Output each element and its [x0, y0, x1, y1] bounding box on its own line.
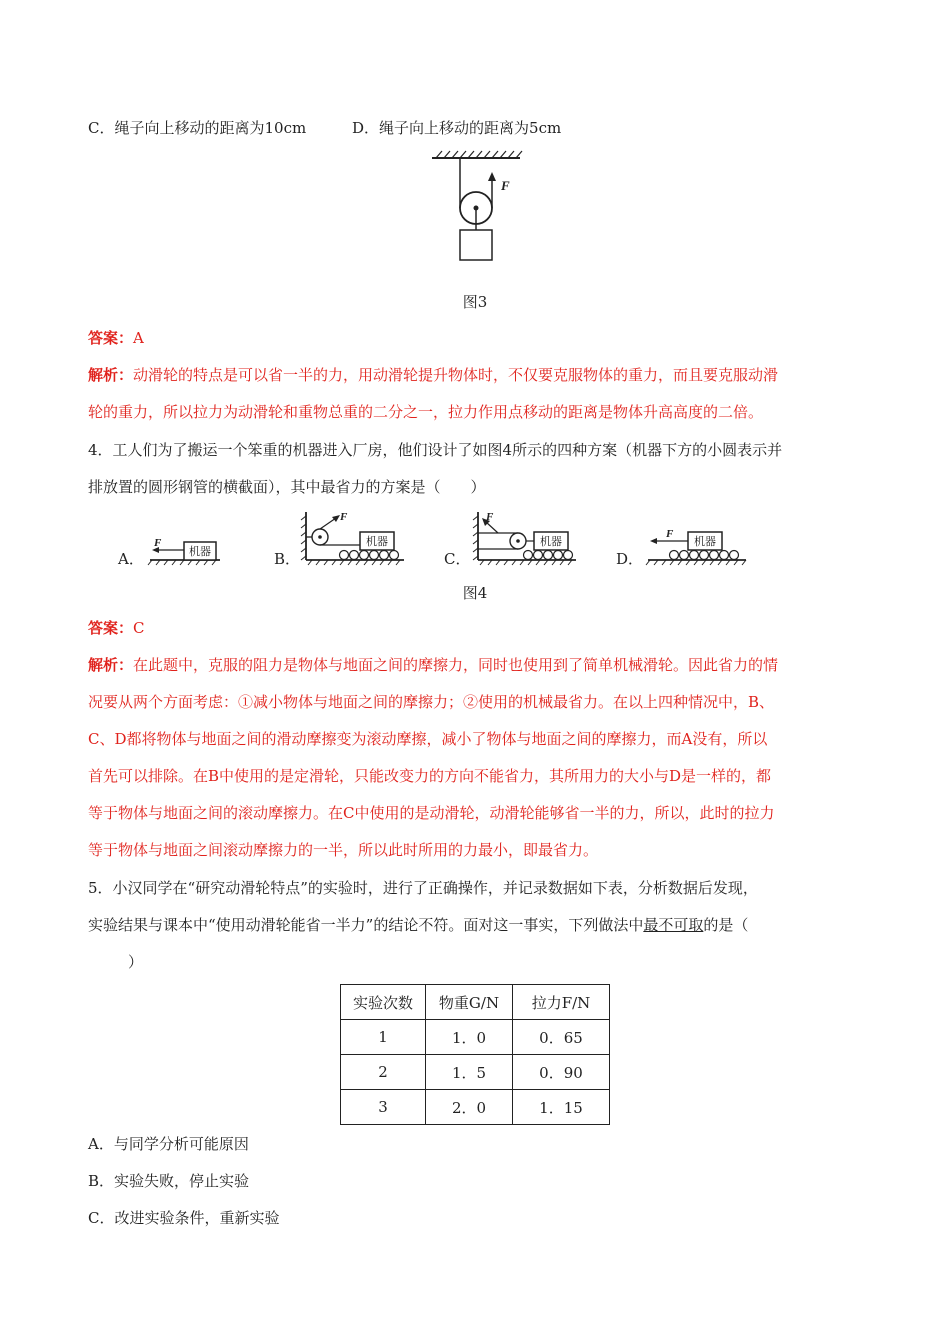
figure-3-caption: 图3: [462, 293, 488, 311]
table-cell: 0．65: [513, 1020, 610, 1055]
q5-stem-line-1: 5．小汉同学在“研究动滑轮特点”的实验时，进行了正确操作，并记录数据如下表，分析数据后发现，: [88, 879, 758, 897]
q4-option-c-diagram: [472, 508, 582, 568]
q4-stem-line-1: 4．工人们为了搬运一个笨重的机器进入厂房，他们设计了如图4所示的四种方案（机器下方的小圆表示并: [88, 441, 783, 459]
analysis-text: 在此题中，克服的阻力是物体与地面之间的摩擦力，同时也使用到了简单机械滑轮。因此省力的情: [133, 656, 779, 674]
analysis-label: 解析：: [88, 656, 134, 674]
q4-option-d-machine-label: 机器: [694, 535, 716, 548]
q4-option-b-label: B．: [274, 550, 301, 568]
table-cell: 3: [341, 1090, 426, 1125]
q4-analysis-line-2: 况要从两个方面考虑：①减小物体与地面之间的摩擦力；②使用的机械最省力。在以上四种情况中，B、: [88, 693, 775, 711]
figure-4-caption: 图4: [462, 584, 488, 602]
q3-analysis-line-2: 轮的重力，所以拉力为动滑轮和重物总重的二分之一，拉力作用点移动的距离是物体升高高度的二倍。: [88, 403, 764, 421]
q4-stem-line-2: 排放置的圆形钢管的横截面），其中最省力的方案是（ ）: [88, 478, 486, 496]
q5-stem-emphasis: 最不可取: [643, 916, 704, 934]
table-header-cell: 拉力F/N: [513, 985, 610, 1020]
table-row: [341, 1020, 610, 1055]
q5-stem-tail: 的是（: [703, 916, 749, 934]
q5-option-a: A．与同学分析可能原因: [88, 1135, 249, 1153]
answer-value: A: [133, 329, 144, 347]
table-row: [341, 1090, 610, 1125]
q4-analysis-line-3: C、D都将物体与地面之间的滑动摩擦变为滚动摩擦，减小了物体与地面之间的摩擦力，而A没有，所以: [88, 730, 768, 748]
q4-option-a-force-label: F: [154, 537, 162, 549]
answer-label: 答案：: [88, 619, 134, 637]
figure-3-force-label: F: [501, 178, 510, 193]
table-cell: 2．0: [426, 1090, 513, 1125]
q4-option-c-label: C．: [444, 550, 471, 568]
analysis-text: 动滑轮的特点是可以省一半的力，用动滑轮提升物体时，不仅要克服物体的重力，而且要克服动滑: [133, 366, 779, 384]
q5-data-table: [340, 984, 610, 1125]
q4-answer: [88, 618, 145, 638]
q4-option-d-label: D．: [616, 550, 644, 568]
table-row: [341, 1055, 610, 1090]
q4-option-d-diagram: [646, 528, 756, 568]
q4-option-a-machine-label: 机器: [189, 545, 211, 558]
table-cell: 1: [341, 1020, 426, 1055]
table-cell: 1．5: [426, 1055, 513, 1090]
table-cell: 1．0: [426, 1020, 513, 1055]
q5-stem-line-2: [88, 915, 748, 935]
q3-answer: [88, 328, 144, 348]
table-cell: 0．90: [513, 1055, 610, 1090]
q4-analysis-line-6: 等于物体与地面之间滚动摩擦力的一半，所以此时所用的力最小，即最省力。: [88, 841, 599, 859]
q4-analysis-line-5: 等于物体与地面之间的滚动摩擦力。在C中使用的是动滑轮，动滑轮能够省一半的力，所以，此时的拉力: [88, 804, 775, 822]
table-cell: 1．15: [513, 1090, 610, 1125]
q3-option-d: D．绳子向上移动的距离为5cm: [352, 119, 562, 137]
q4-option-a-label: A．: [118, 550, 144, 568]
answer-label: 答案：: [88, 329, 134, 347]
table-header-cell: 物重G/N: [426, 985, 513, 1020]
analysis-label: 解析：: [88, 366, 134, 384]
q3-option-c: C．绳子向上移动的距离为10cm: [88, 119, 307, 137]
table-cell: 2: [341, 1055, 426, 1090]
answer-value: C: [133, 619, 145, 637]
q3-analysis-line-1: [88, 365, 778, 385]
q5-option-c: C．改进实验条件，重新实验: [88, 1209, 280, 1227]
q4-analysis-line-1: [88, 655, 778, 675]
q4-option-a-diagram: [148, 528, 248, 568]
q4-option-c-force-label: F: [486, 511, 494, 523]
q4-option-d-force-label: F: [666, 528, 674, 540]
q4-option-b-machine-label: 机器: [366, 535, 388, 548]
table-header-cell: 实验次数: [341, 985, 426, 1020]
figure-3-pulley-diagram: [428, 148, 528, 268]
q4-option-b-force-label: F: [340, 511, 348, 523]
q4-analysis-line-4: 首先可以排除。在B中使用的是定滑轮，只能改变力的方向不能省力，其所用力的大小与D是一样的，都: [88, 767, 772, 785]
q5-stem-line-3: ）: [128, 953, 144, 971]
q5-stem-text: 实验结果与课本中“使用动滑轮能省一半力”的结论不符。面对这一事实，下列做法中: [88, 916, 644, 934]
q4-option-c-machine-label: 机器: [540, 535, 562, 548]
q4-option-b-diagram: [300, 508, 410, 568]
q5-option-b: B．实验失败，停止实验: [88, 1172, 250, 1190]
table-header-row: [341, 985, 610, 1020]
